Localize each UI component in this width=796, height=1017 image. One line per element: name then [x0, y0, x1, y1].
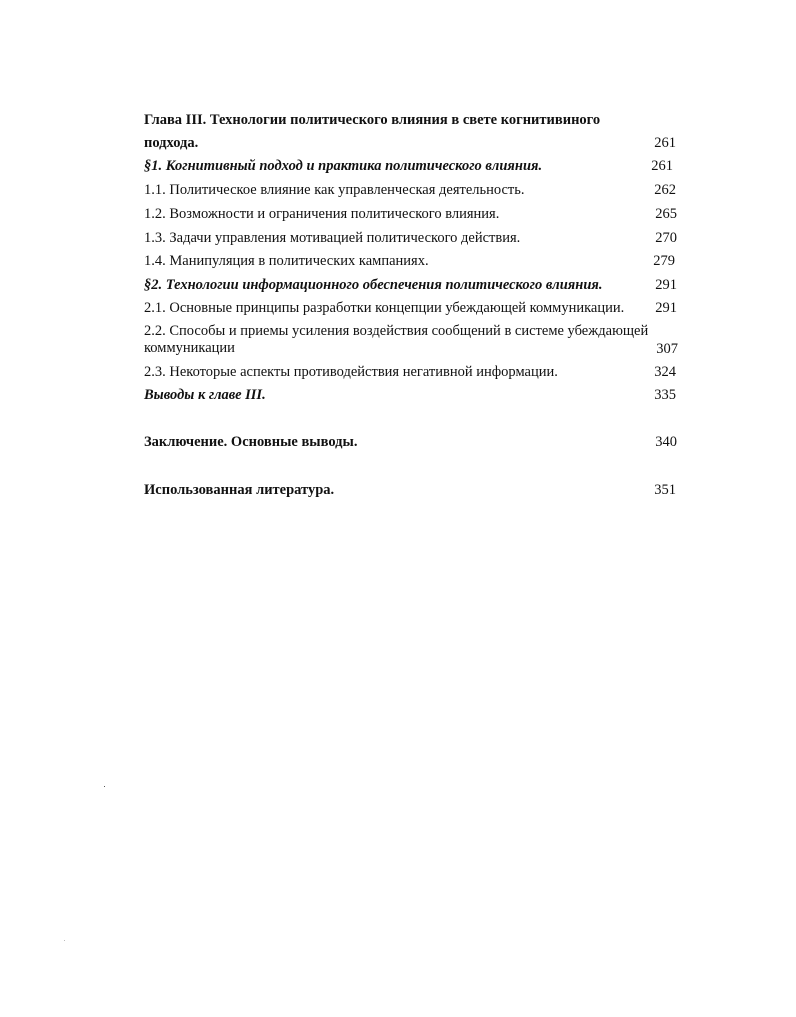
scan-speck	[64, 940, 65, 941]
toc-item-page: 265	[655, 206, 677, 222]
section-2-page: 291	[655, 277, 677, 293]
toc-item-title: 2.2. Способы и приемы усиления воздействия сообщений в системе убеждающей коммуникации	[144, 323, 649, 356]
toc-item	[144, 323, 680, 359]
toc-item-page: 291	[655, 300, 677, 316]
conclusion-title: Заключение. Основные выводы.	[144, 434, 358, 450]
conclusion-page: 340	[655, 434, 677, 450]
chapter-3-conclusions-title: Выводы к главе III.	[144, 387, 266, 403]
toc-item-title: 1.3. Задачи управления мотивацией политического действия.	[144, 230, 521, 246]
toc-item-page: 279	[653, 253, 675, 269]
section-1-title: §1. Когнитивный подход и практика политического влияния.	[144, 158, 543, 174]
section-2-title: §2. Технологии информационного обеспечения политического влияния.	[144, 277, 603, 293]
section-1-page: 261	[651, 158, 673, 174]
literature-title: Использованная литература.	[144, 482, 335, 498]
chapter-3-title-line1: Глава III. Технологии политического влияния в свете когнитивиного	[144, 112, 601, 128]
chapter-3-page: 261	[654, 135, 676, 151]
scan-speck	[104, 786, 105, 787]
toc-item-page: 307	[656, 341, 678, 357]
literature-page: 351	[654, 482, 676, 498]
chapter-3-title-line2: подхода.	[144, 135, 199, 151]
toc-item-title: 1.4. Манипуляция в политических кампаниях.	[144, 253, 429, 269]
toc-item-page: 270	[655, 230, 677, 246]
toc-item-page: 262	[654, 182, 676, 198]
chapter-3-conclusions-page: 335	[654, 387, 676, 403]
toc-item-page: 324	[654, 364, 676, 380]
toc-item-title: 1.1. Политическое влияние как управленческая деятельность.	[144, 182, 525, 198]
toc-item-title: 2.3. Некоторые аспекты противодействия негативной информации.	[144, 364, 558, 380]
toc-item-title: 1.2. Возможности и ограничения политического влияния.	[144, 206, 500, 222]
toc-item-title: 2.1. Основные принципы разработки концепции убеждающей коммуникации.	[144, 300, 625, 316]
